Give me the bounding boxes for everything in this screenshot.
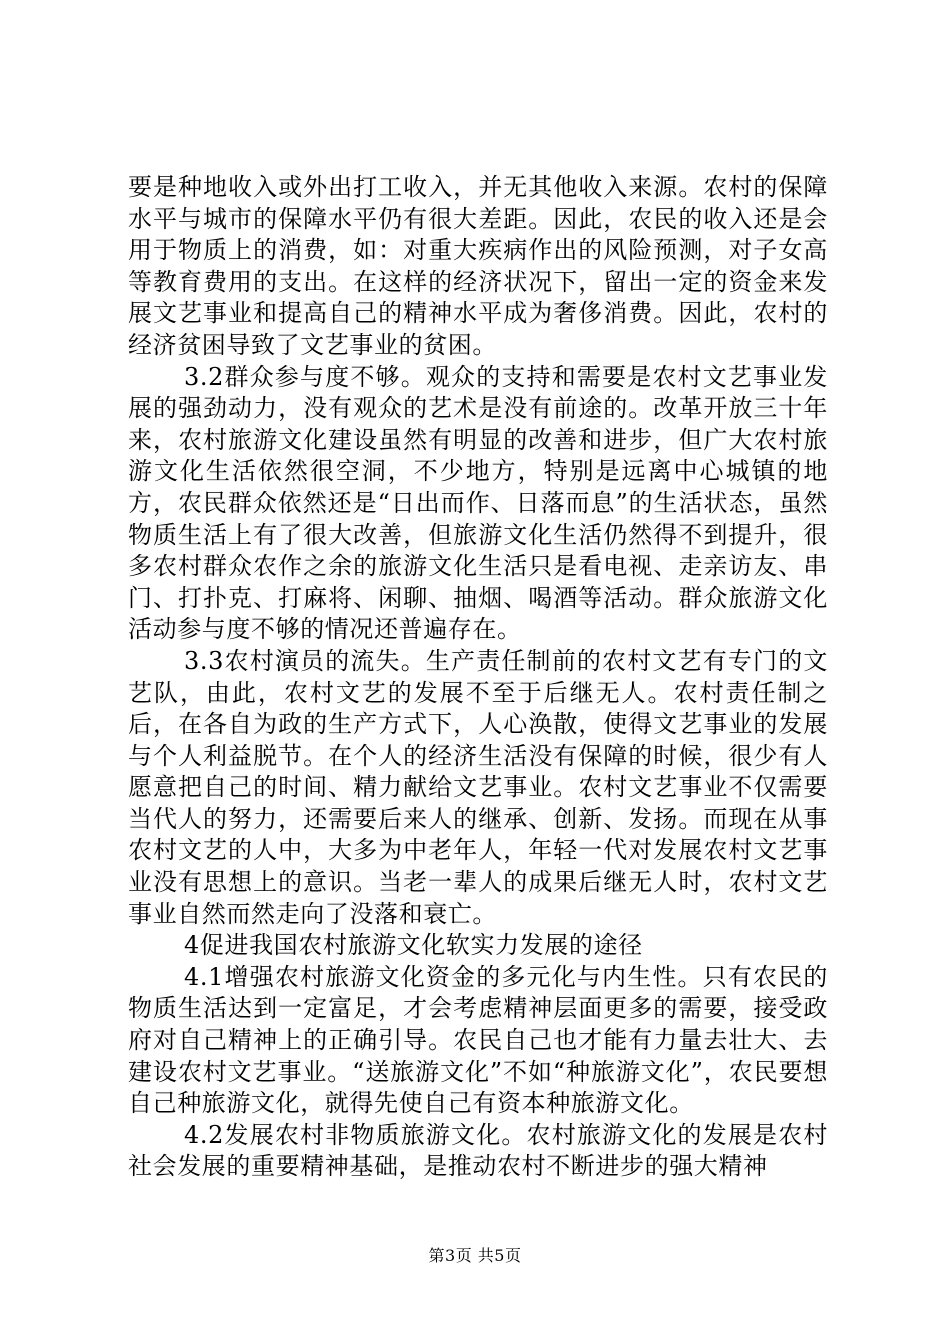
section-heading-4: 4促进我国农村旅游文化软实力发展的途径 — [184, 931, 643, 960]
paragraph-section-3-3: 3.3农村演员的流失。生产责任制前的农村文艺有专门的文艺队，由此，农村文艺的发展不至于后继无人。农村责任制之后，在各自为政的生产方式下，人心涣散，使得文艺事业的发展与个人利益脱节。在个人的经济生活没有保障的时候，很少有人愿意把自己的时间、精力献给文艺事业。农村文艺事业不仅需要当代人的努力，还需要后来人的继承、创新、发扬。而现在从事农村文艺的人中，大多为中老年人，年轻一代对发展农村文艺事业没有思想上的意识。当老一辈人的成果后继无人时，农村文艺事业自然而然走向了没落和衰亡。 — [128, 646, 828, 928]
paragraph-economy: 要是种地收入或外出打工收入，并无其他收入来源。农村的保障水平与城市的保障水平仍有很大差距。因此，农民的收入还是会用于物质上的消费，如：对重大疾病作出的风险预测，对子女高等教育费用的支出。在这样的经济状况下，留出一定的资金来发展文艺事业和提高自己的精神水平成为奢侈消费。因此，农村的经济贫困导致了文艺事业的贫困。 — [128, 173, 828, 359]
paragraph-section-3-2: 3.2群众参与度不够。观众的支持和需要是农村文艺事业发展的强劲动力，没有观众的艺术是没有前途的。改革开放三十年来，农村旅游文化建设虽然有明显的改善和进步，但广大农村旅游文化生活依然很空洞，不少地方，特别是远离中心城镇的地方，农民群众依然还是“日出而作、日落而息”的生活状态，虽然物质生活上有了很大改善，但旅游文化生活仍然得不到提升，很多农村群众农作之余的旅游文化生活只是看电视、走亲访友、串门、打扑克、打麻将、闲聊、抽烟、喝酒等活动。群众旅游文化活动参与度不够的情况还普遍存在。 — [128, 362, 828, 644]
paragraph-section-4-1: 4.1增强农村旅游文化资金的多元化与内生性。只有农民的物质生活达到一定富足，才会考虑精神层面更多的需要，接受政府对自己精神上的正确引导。农民自己也才能有力量去壮大、去建设农村文艺事业。“送旅游文化”不如“种旅游文化”，农民要想自己种旅游文化，就得先使自己有资本种旅游文化。 — [128, 962, 828, 1118]
page-footer: 第3页 共5页 — [428, 1246, 522, 1265]
paragraph-section-4-2: 4.2发展农村非物质旅游文化。农村旅游文化的发展是农村社会发展的重要精神基础，是推动农村不断进步的强大精神 — [128, 1120, 828, 1181]
document-body — [128, 172, 828, 1183]
